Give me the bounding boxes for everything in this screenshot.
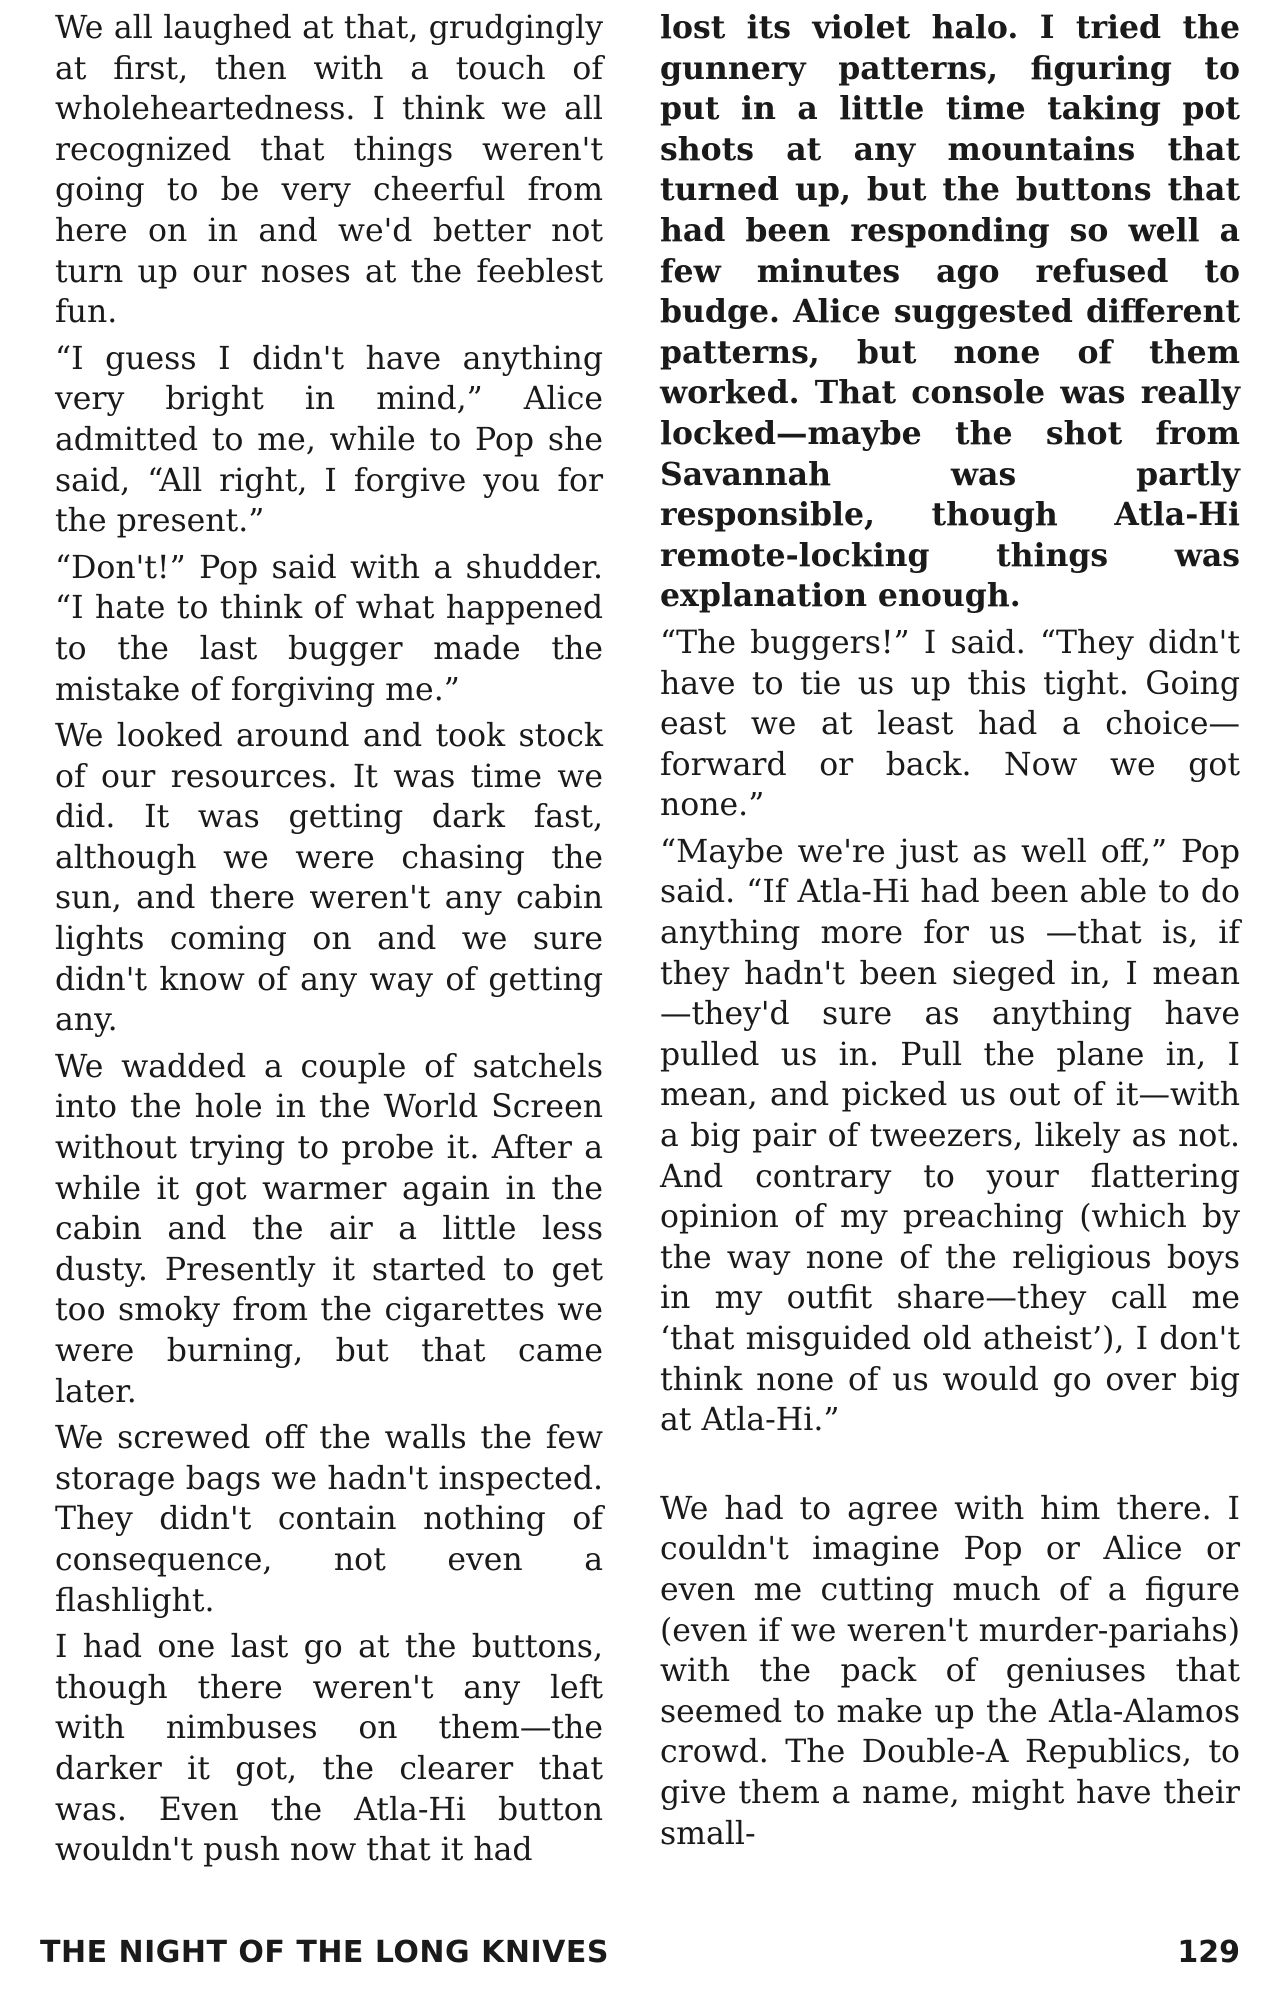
- paragraph: I had one last go at the buttons, though there weren't any left with nimbuses on them—the darker it got, the clearer that was. Even the Atla-Hi button wouldn't push now that it had: [55, 1629, 603, 1869]
- running-title: THE NIGHT OF THE LONG KNIVES: [40, 1935, 609, 1970]
- paragraph: We wadded a couple of satchels into the hole in the World Screen without trying to probe it. After a while it got warmer again in the cabin and the air a little less dusty. Presently it started to get too smoky from the cigarettes we were burning, but that came later.: [55, 1048, 603, 1410]
- page-footer: [40, 1935, 1240, 1975]
- left-column: [55, 8, 603, 1877]
- right-column: [660, 8, 1240, 1860]
- paragraph: We had to agree with him there. I couldn't imagine Pop or Alice or even me cutting much of a figure (even if we weren't murder-pariahs) with the pack of geniuses that seemed to make up the Atla-Alamos crowd. The Double-A Republics, to give them a name, might have their small-: [660, 1490, 1240, 1852]
- paragraph: “I guess I didn't have anything very bright in mind,” Alice admitted to me, while to Pop she said, “All right, I forgive you for the present.”: [55, 340, 603, 540]
- paragraph: “The buggers!” I said. “They didn't have to tie us up this tight. Going east we at least had a choice—forward or back. Now we got none.”: [660, 624, 1240, 824]
- page-number: 129: [1177, 1935, 1240, 1970]
- paragraph: We screwed off the walls the few storage bags we hadn't inspected. They didn't contain nothing of consequence, not even a flashlight.: [55, 1420, 603, 1619]
- paragraph: We looked around and took stock of our resources. It was time we did. It was getting dark fast, although we were chasing the sun, and there weren't any cabin lights coming on and we sure didn't know of any way of getting any.: [55, 718, 603, 1039]
- paragraph-continued: lost its violet halo. I tried the gunnery patterns, figuring to put in a little time taking pot shots at any mountains that turned up, but the buttons that had been responding so well a few minutes ago refused to budge. Alice suggested different patterns, but none of them worked. That console was really locked—maybe the shot from Savannah was partly responsible, though Atla-Hi remote-locking things was explanation enough.: [660, 9, 1240, 615]
- paragraph: “Maybe we're just as well off,” Pop said. “If Atla-Hi had been able to do anything more for us —that is, if they hadn't been sieged in, I mean—they'd sure as anything have pulled us in. Pull the plane in, I mean, and picked us out of it—with a big pair of tweezers, likely as not. And contrary to your flattering opinion of my preaching (which by the way none of the religious boys in my outfit share—they call me ‘that misguided old atheist’), I don't think none of us would go over big at Atla-Hi.”: [660, 833, 1240, 1439]
- paragraph: We all laughed at that, grudgingly at first, then with a touch of wholeheartedness. I think we all recognized that things weren't going to be very cheerful from here on in and we'd better not turn up our noses at the feeblest fun.: [55, 10, 603, 331]
- paragraph: “Don't!” Pop said with a shudder. “I hate to think of what happened to the last bugger made the mistake of forgiving me.”: [55, 549, 603, 708]
